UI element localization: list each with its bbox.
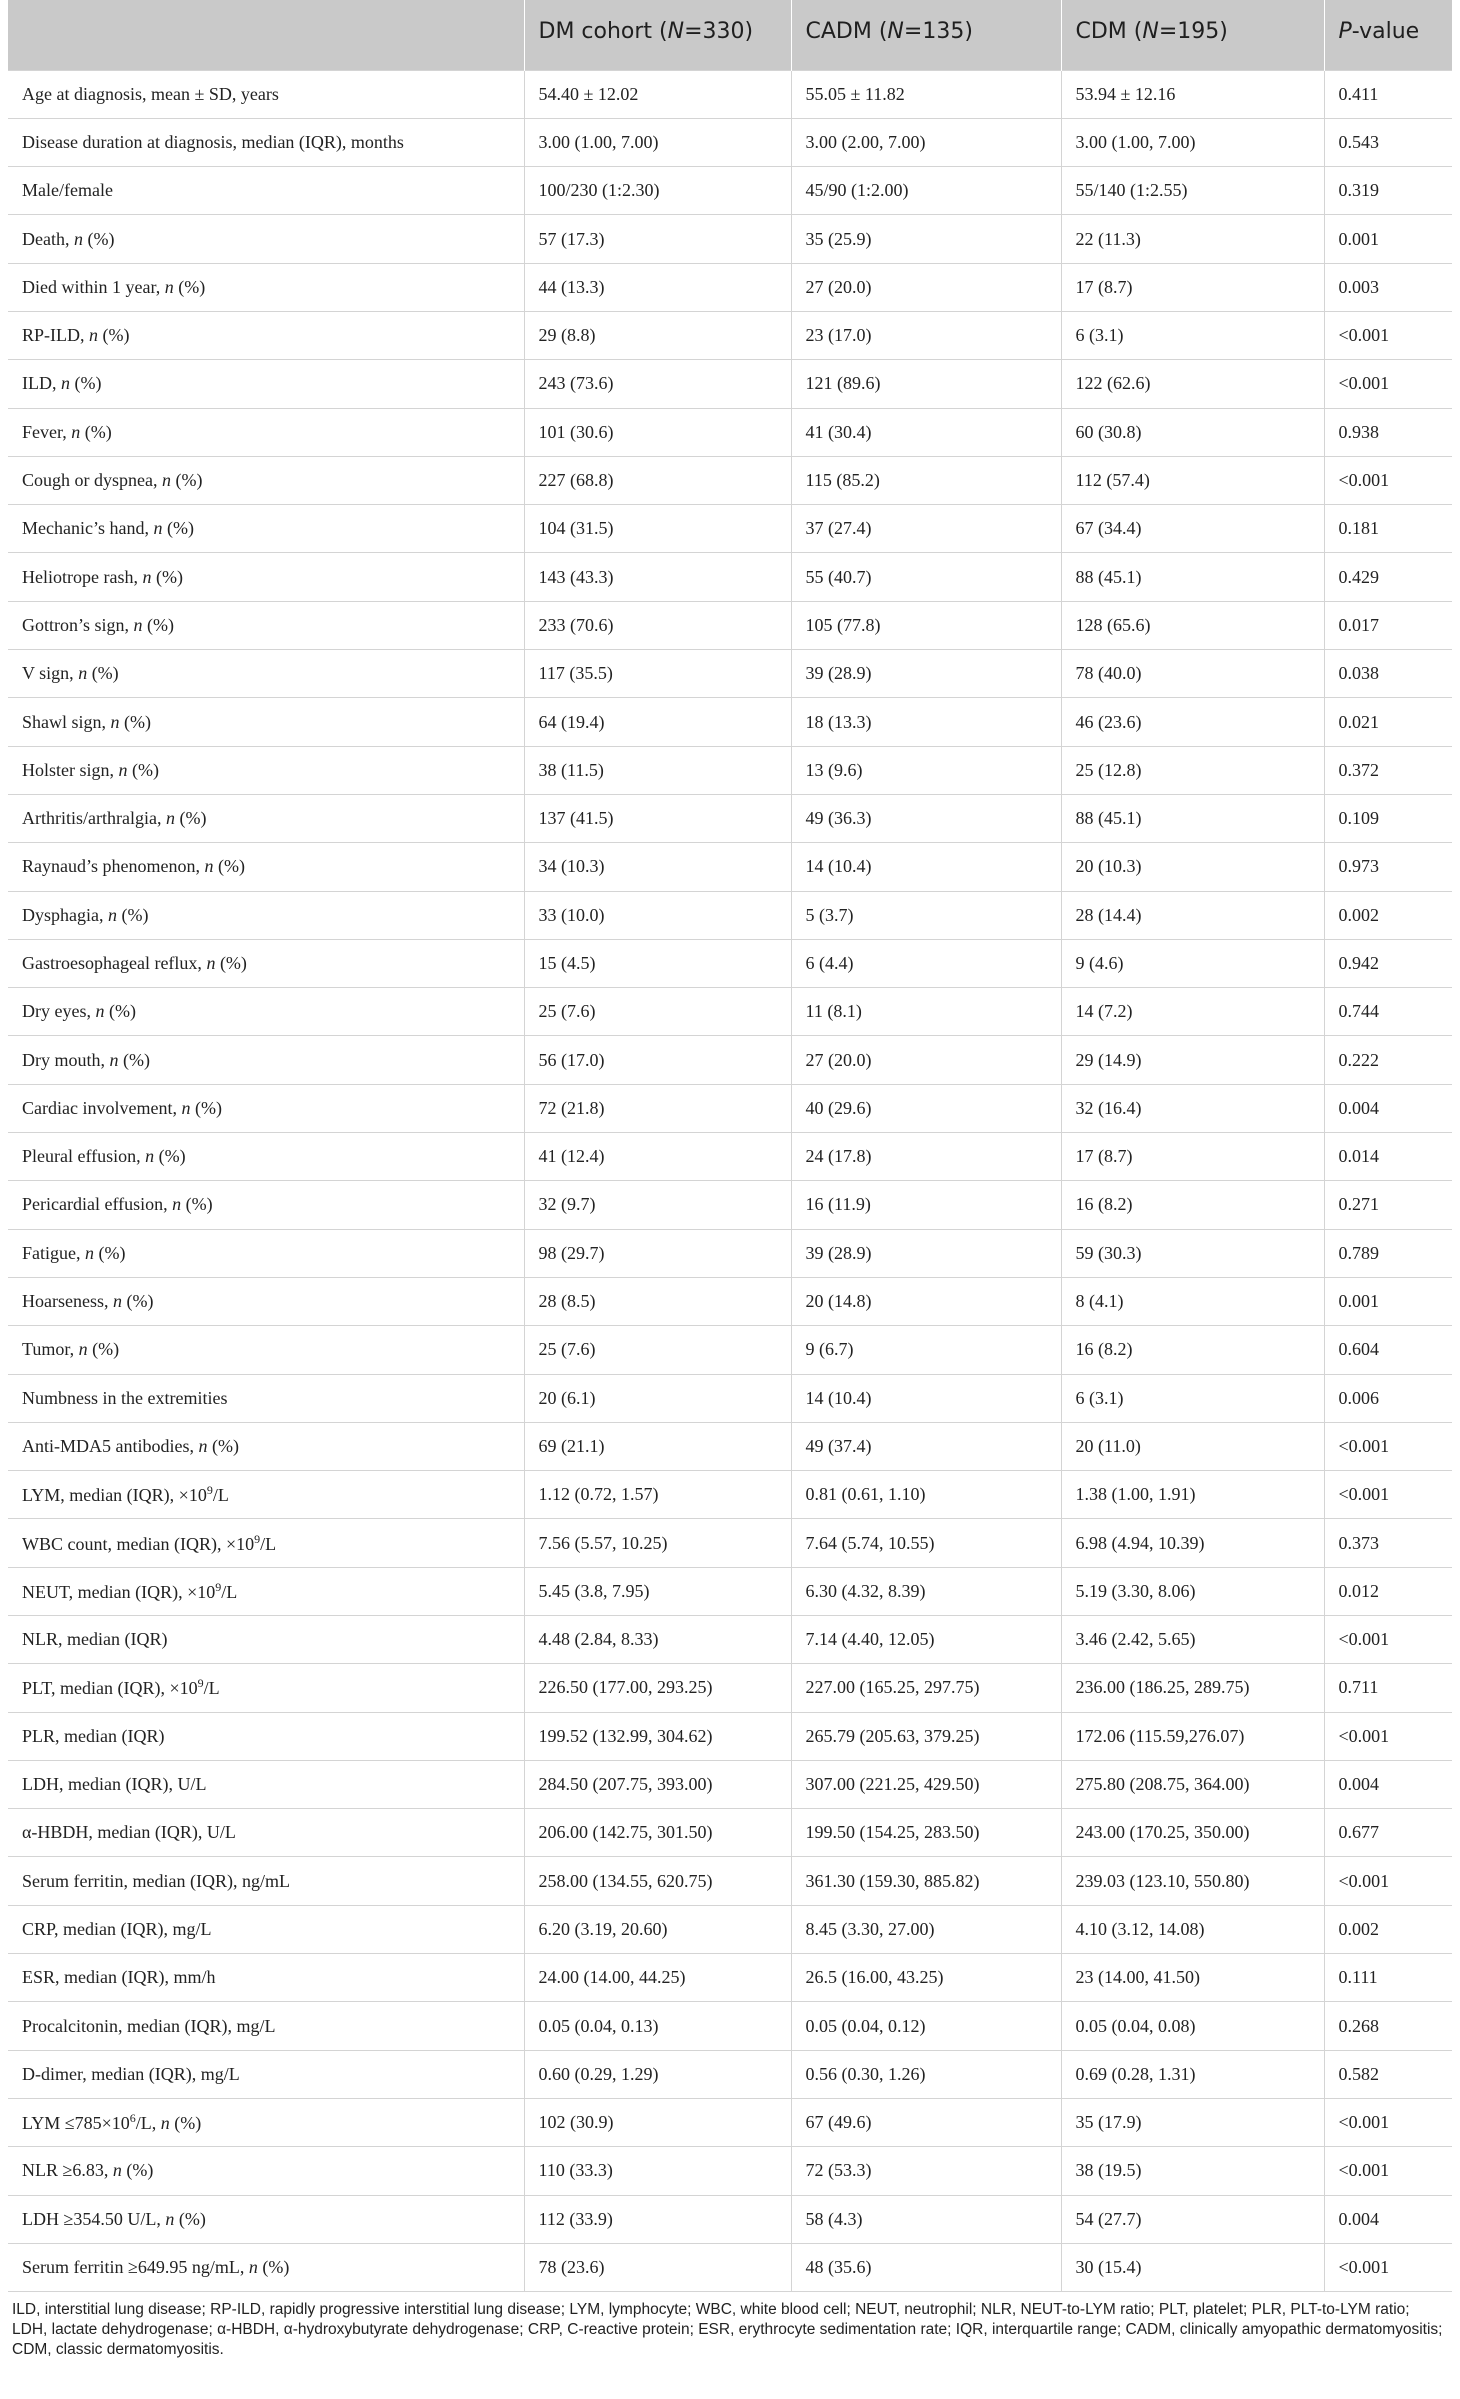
cell-cdm: 4.10 (3.12, 14.08): [1061, 1905, 1324, 1953]
table-row: [8, 263, 1452, 311]
table-row: [8, 311, 1452, 359]
cell-cdm: 8 (4.1): [1061, 1277, 1324, 1325]
table-row: [8, 650, 1452, 698]
cell-cadm: 115 (85.2): [791, 456, 1061, 504]
cell-cadm: 40 (29.6): [791, 1084, 1061, 1132]
header-cdm: CDM (N=195): [1061, 0, 1324, 70]
cell-p-value: <0.001: [1324, 311, 1452, 359]
cell-p-value: 0.938: [1324, 408, 1452, 456]
table-row: [8, 1422, 1452, 1470]
cell-dm-cohort: 32 (9.7): [524, 1181, 791, 1229]
table-row: [8, 939, 1452, 987]
row-label: Dry mouth, n (%): [8, 1036, 524, 1084]
cell-cadm: 7.14 (4.40, 12.05): [791, 1616, 1061, 1664]
cell-dm-cohort: 38 (11.5): [524, 746, 791, 794]
table-row: [8, 456, 1452, 504]
cell-dm-cohort: 102 (30.9): [524, 2098, 791, 2146]
cell-cdm: 17 (8.7): [1061, 263, 1324, 311]
table-row: [8, 601, 1452, 649]
cell-cdm: 88 (45.1): [1061, 794, 1324, 842]
table-row: [8, 988, 1452, 1036]
table-row: [8, 843, 1452, 891]
row-label: NEUT, median (IQR), $\times 10^9/L$: [8, 1567, 524, 1615]
cell-cdm: 28 (14.4): [1061, 891, 1324, 939]
cell-cdm: 60 (30.8): [1061, 408, 1324, 456]
cell-dm-cohort: 0.60 (0.29, 1.29): [524, 2050, 791, 2098]
table-row: [8, 1905, 1452, 1953]
cell-cdm: 38 (19.5): [1061, 2147, 1324, 2195]
cell-cadm: 27 (20.0): [791, 1036, 1061, 1084]
data-table: [8, 0, 1452, 2292]
cell-p-value: 0.109: [1324, 794, 1452, 842]
table-row: [8, 118, 1452, 166]
table-row: [8, 746, 1452, 794]
cell-p-value: 0.222: [1324, 1036, 1452, 1084]
cell-dm-cohort: 33 (10.0): [524, 891, 791, 939]
header-row: [8, 0, 1452, 70]
row-label: Raynaud’s phenomenon, n (%): [8, 843, 524, 891]
cell-cadm: 67 (49.6): [791, 2098, 1061, 2146]
cell-cadm: 8.45 (3.30, 27.00): [791, 1905, 1061, 1953]
cell-cadm: 35 (25.9): [791, 215, 1061, 263]
cell-dm-cohort: 15 (4.5): [524, 939, 791, 987]
cell-cadm: 37 (27.4): [791, 505, 1061, 553]
row-label: NLR, median (IQR): [8, 1616, 524, 1664]
cell-p-value: 0.711: [1324, 1664, 1452, 1712]
cell-dm-cohort: 34 (10.3): [524, 843, 791, 891]
cell-cadm: 0.81 (0.61, 1.10): [791, 1471, 1061, 1519]
row-label: LDH ≥354.50 U/L, n (%): [8, 2195, 524, 2243]
cell-cdm: 78 (40.0): [1061, 650, 1324, 698]
table-row: [8, 1519, 1452, 1567]
cell-cdm: 54 (27.7): [1061, 2195, 1324, 2243]
table-row: [8, 1857, 1452, 1905]
cell-p-value: 0.002: [1324, 891, 1452, 939]
row-label: CRP, median (IQR), mg/L: [8, 1905, 524, 1953]
cell-cadm: 121 (89.6): [791, 360, 1061, 408]
table-row: [8, 360, 1452, 408]
cell-cadm: 0.05 (0.04, 0.12): [791, 2002, 1061, 2050]
cell-cdm: 23 (14.00, 41.50): [1061, 1954, 1324, 2002]
cell-cadm: 49 (37.4): [791, 1422, 1061, 1470]
table-row: [8, 1760, 1452, 1808]
cell-cadm: 41 (30.4): [791, 408, 1061, 456]
cell-p-value: <0.001: [1324, 1422, 1452, 1470]
cell-p-value: 0.181: [1324, 505, 1452, 553]
row-label: Died within 1 year, n (%): [8, 263, 524, 311]
cell-cdm: 128 (65.6): [1061, 601, 1324, 649]
table-row: [8, 2195, 1452, 2243]
cell-p-value: <0.001: [1324, 1712, 1452, 1760]
cell-dm-cohort: 7.56 (5.57, 10.25): [524, 1519, 791, 1567]
cell-dm-cohort: 54.40 ± 12.02: [524, 70, 791, 118]
row-label: Serum ferritin ≥649.95 ng/mL, n (%): [8, 2243, 524, 2291]
cell-p-value: 0.411: [1324, 70, 1452, 118]
table-row: [8, 1084, 1452, 1132]
row-label: ESR, median (IQR), mm/h: [8, 1954, 524, 2002]
cell-cadm: 105 (77.8): [791, 601, 1061, 649]
cell-cdm: 275.80 (208.75, 364.00): [1061, 1760, 1324, 1808]
header-cadm: CADM (N=135): [791, 0, 1061, 70]
cell-cdm: 67 (34.4): [1061, 505, 1324, 553]
cell-cadm: 49 (36.3): [791, 794, 1061, 842]
row-label: Death, n (%): [8, 215, 524, 263]
table-row: [8, 1181, 1452, 1229]
row-label: WBC count, median (IQR), $\times 10^9/L$: [8, 1519, 524, 1567]
cell-cadm: 13 (9.6): [791, 746, 1061, 794]
cell-p-value: 0.038: [1324, 650, 1452, 698]
table-row: [8, 1374, 1452, 1422]
table-row: [8, 505, 1452, 553]
cell-dm-cohort: 258.00 (134.55, 620.75): [524, 1857, 791, 1905]
table-row: [8, 2147, 1452, 2195]
table-row: [8, 1036, 1452, 1084]
cell-cdm: 0.05 (0.04, 0.08): [1061, 2002, 1324, 2050]
cell-cdm: 0.69 (0.28, 1.31): [1061, 2050, 1324, 2098]
cell-p-value: 0.942: [1324, 939, 1452, 987]
cell-p-value: <0.001: [1324, 2243, 1452, 2291]
table-row: [8, 2050, 1452, 2098]
cell-p-value: 0.021: [1324, 698, 1452, 746]
cell-p-value: 0.604: [1324, 1326, 1452, 1374]
cell-dm-cohort: 5.45 (3.8, 7.95): [524, 1567, 791, 1615]
cell-cadm: 55 (40.7): [791, 553, 1061, 601]
cell-cdm: 55/140 (1:2.55): [1061, 167, 1324, 215]
cell-p-value: <0.001: [1324, 1616, 1452, 1664]
row-label: Disease duration at diagnosis, median (IQR), months: [8, 118, 524, 166]
header-dm-cohort: DM cohort (N=330): [524, 0, 791, 70]
cell-dm-cohort: 3.00 (1.00, 7.00): [524, 118, 791, 166]
cell-dm-cohort: 57 (17.3): [524, 215, 791, 263]
cell-cadm: 27 (20.0): [791, 263, 1061, 311]
cell-cadm: 11 (8.1): [791, 988, 1061, 1036]
cell-dm-cohort: 41 (12.4): [524, 1133, 791, 1181]
cell-cdm: 20 (10.3): [1061, 843, 1324, 891]
cell-cadm: 55.05 ± 11.82: [791, 70, 1061, 118]
cell-p-value: 0.373: [1324, 1519, 1452, 1567]
cell-cadm: 39 (28.9): [791, 650, 1061, 698]
row-label: Fatigue, n (%): [8, 1229, 524, 1277]
row-label: D-dimer, median (IQR), mg/L: [8, 2050, 524, 2098]
row-label: V sign, n (%): [8, 650, 524, 698]
cell-p-value: 0.268: [1324, 2002, 1452, 2050]
cell-p-value: 0.001: [1324, 1277, 1452, 1325]
cell-p-value: 0.012: [1324, 1567, 1452, 1615]
cell-p-value: <0.001: [1324, 1471, 1452, 1519]
cell-dm-cohort: 98 (29.7): [524, 1229, 791, 1277]
cell-cdm: 236.00 (186.25, 289.75): [1061, 1664, 1324, 1712]
cell-cdm: 5.19 (3.30, 8.06): [1061, 1567, 1324, 1615]
cell-p-value: 0.002: [1324, 1905, 1452, 1953]
cell-cadm: 23 (17.0): [791, 311, 1061, 359]
cell-dm-cohort: 44 (13.3): [524, 263, 791, 311]
cell-dm-cohort: 4.48 (2.84, 8.33): [524, 1616, 791, 1664]
cell-p-value: 0.004: [1324, 1084, 1452, 1132]
cell-cdm: 1.38 (1.00, 1.91): [1061, 1471, 1324, 1519]
cell-p-value: 0.973: [1324, 843, 1452, 891]
table-row: [8, 794, 1452, 842]
row-label: NLR ≥6.83, n (%): [8, 2147, 524, 2195]
row-label: LYM $\le 785\times 10^6/L$, n (%): [8, 2098, 524, 2146]
cell-cdm: 17 (8.7): [1061, 1133, 1324, 1181]
cell-p-value: 0.004: [1324, 2195, 1452, 2243]
cell-dm-cohort: 101 (30.6): [524, 408, 791, 456]
row-label: Gastroesophageal reflux, n (%): [8, 939, 524, 987]
row-label: Serum ferritin, median (IQR), ng/mL: [8, 1857, 524, 1905]
cell-cadm: 6 (4.4): [791, 939, 1061, 987]
row-label: PLT, median (IQR), $\times 10^9/L$: [8, 1664, 524, 1712]
cell-dm-cohort: 233 (70.6): [524, 601, 791, 649]
row-label: Cardiac involvement, n (%): [8, 1084, 524, 1132]
cell-dm-cohort: 64 (19.4): [524, 698, 791, 746]
row-label: Cough or dyspnea, n (%): [8, 456, 524, 504]
cell-cdm: 243.00 (170.25, 350.00): [1061, 1809, 1324, 1857]
cell-cadm: 9 (6.7): [791, 1326, 1061, 1374]
row-label: Anti-MDA5 antibodies, n (%): [8, 1422, 524, 1470]
cell-cadm: 16 (11.9): [791, 1181, 1061, 1229]
cell-dm-cohort: 243 (73.6): [524, 360, 791, 408]
cell-cadm: 39 (28.9): [791, 1229, 1061, 1277]
cell-cadm: 58 (4.3): [791, 2195, 1061, 2243]
cell-cdm: 16 (8.2): [1061, 1181, 1324, 1229]
cell-cadm: 6.30 (4.32, 8.39): [791, 1567, 1061, 1615]
cell-dm-cohort: 24.00 (14.00, 44.25): [524, 1954, 791, 2002]
cell-dm-cohort: 137 (41.5): [524, 794, 791, 842]
row-label: Holster sign, n (%): [8, 746, 524, 794]
cell-p-value: 0.001: [1324, 215, 1452, 263]
cell-dm-cohort: 227 (68.8): [524, 456, 791, 504]
cell-cadm: 14 (10.4): [791, 843, 1061, 891]
cell-dm-cohort: 206.00 (142.75, 301.50): [524, 1809, 791, 1857]
cell-dm-cohort: 20 (6.1): [524, 1374, 791, 1422]
table-row: [8, 1567, 1452, 1615]
table-row: [8, 1471, 1452, 1519]
cell-p-value: 0.789: [1324, 1229, 1452, 1277]
cell-p-value: 0.003: [1324, 263, 1452, 311]
cell-p-value: 0.111: [1324, 1954, 1452, 2002]
table-row: [8, 1326, 1452, 1374]
cell-cdm: 88 (45.1): [1061, 553, 1324, 601]
row-label: Age at diagnosis, mean ± SD, years: [8, 70, 524, 118]
table-row: [8, 1712, 1452, 1760]
cell-dm-cohort: 143 (43.3): [524, 553, 791, 601]
table-row: [8, 408, 1452, 456]
row-label: LDH, median (IQR), U/L: [8, 1760, 524, 1808]
cell-cadm: 7.64 (5.74, 10.55): [791, 1519, 1061, 1567]
table-row: [8, 891, 1452, 939]
row-label: Dysphagia, n (%): [8, 891, 524, 939]
row-label: Mechanic’s hand, n (%): [8, 505, 524, 553]
row-label: Fever, n (%): [8, 408, 524, 456]
table-row: [8, 1809, 1452, 1857]
cell-dm-cohort: 117 (35.5): [524, 650, 791, 698]
cell-cdm: 6 (3.1): [1061, 311, 1324, 359]
table-row: [8, 70, 1452, 118]
table-row: [8, 1133, 1452, 1181]
cell-dm-cohort: 25 (7.6): [524, 1326, 791, 1374]
cell-p-value: 0.004: [1324, 1760, 1452, 1808]
cell-cdm: 3.00 (1.00, 7.00): [1061, 118, 1324, 166]
cell-p-value: <0.001: [1324, 1857, 1452, 1905]
row-label: Arthritis/arthralgia, n (%): [8, 794, 524, 842]
cell-cdm: 9 (4.6): [1061, 939, 1324, 987]
cell-cdm: 122 (62.6): [1061, 360, 1324, 408]
cell-cadm: 72 (53.3): [791, 2147, 1061, 2195]
table-row: [8, 1616, 1452, 1664]
cell-dm-cohort: 72 (21.8): [524, 1084, 791, 1132]
cell-cdm: 172.06 (115.59,276.07): [1061, 1712, 1324, 1760]
cell-dm-cohort: 112 (33.9): [524, 2195, 791, 2243]
table-row: [8, 2243, 1452, 2291]
table-row: [8, 698, 1452, 746]
cell-dm-cohort: 110 (33.3): [524, 2147, 791, 2195]
cell-cadm: 265.79 (205.63, 379.25): [791, 1712, 1061, 1760]
row-label: RP-ILD, n (%): [8, 311, 524, 359]
cell-cadm: 20 (14.8): [791, 1277, 1061, 1325]
cell-p-value: 0.372: [1324, 746, 1452, 794]
footnote: ILD, interstitial lung disease; RP-ILD, rapidly progressive interstitial lung disease; LYM, lymphocyte; WBC, white blood cell; NEUT, neutrophil; NLR, NEUT-to-LYM ratio; PLT, platelet; PLR, PLT-to-LYM ratio; LDH, lactate dehydrogenase; α-HBDH, α-hydroxybutyrate dehydrogenase; CRP, C-reactive protein; ESR, erythrocyte sedimentation rate; IQR, interquartile range; CADM, clinically amyopathic dermatomyositis; CDM, classic dermatomyositis.: [12, 2301, 1443, 2359]
cell-p-value: 0.014: [1324, 1133, 1452, 1181]
table-row: [8, 553, 1452, 601]
row-label: Shawl sign, n (%): [8, 698, 524, 746]
row-label: Numbness in the extremities: [8, 1374, 524, 1422]
table-body: [8, 70, 1452, 2292]
row-label: Hoarseness, n (%): [8, 1277, 524, 1325]
cell-p-value: 0.271: [1324, 1181, 1452, 1229]
table-header: [8, 0, 1452, 70]
cell-cadm: 26.5 (16.00, 43.25): [791, 1954, 1061, 2002]
table-row: [8, 1277, 1452, 1325]
table-container: [8, 0, 1452, 2360]
cell-p-value: 0.582: [1324, 2050, 1452, 2098]
cell-dm-cohort: 25 (7.6): [524, 988, 791, 1036]
row-label: ILD, n (%): [8, 360, 524, 408]
cell-dm-cohort: 284.50 (207.75, 393.00): [524, 1760, 791, 1808]
cell-cdm: 22 (11.3): [1061, 215, 1324, 263]
cell-dm-cohort: 6.20 (3.19, 20.60): [524, 1905, 791, 1953]
table-row: [8, 1954, 1452, 2002]
cell-cdm: 20 (11.0): [1061, 1422, 1324, 1470]
cell-cdm: 14 (7.2): [1061, 988, 1324, 1036]
table-row: [8, 1664, 1452, 1712]
cell-p-value: <0.001: [1324, 360, 1452, 408]
cell-cdm: 46 (23.6): [1061, 698, 1324, 746]
cell-cdm: 239.03 (123.10, 550.80): [1061, 1857, 1324, 1905]
row-label: Male/female: [8, 167, 524, 215]
cell-cadm: 227.00 (165.25, 297.75): [791, 1664, 1061, 1712]
cell-dm-cohort: 56 (17.0): [524, 1036, 791, 1084]
row-label: LYM, median (IQR), $\times 10^9/L$: [8, 1471, 524, 1519]
cell-dm-cohort: 199.52 (132.99, 304.62): [524, 1712, 791, 1760]
cell-cadm: 48 (35.6): [791, 2243, 1061, 2291]
row-label: Tumor, n (%): [8, 1326, 524, 1374]
cell-cadm: 14 (10.4): [791, 1374, 1061, 1422]
cell-p-value: 0.319: [1324, 167, 1452, 215]
cell-p-value: <0.001: [1324, 456, 1452, 504]
header-variable: [8, 0, 524, 70]
table-row: [8, 2098, 1452, 2146]
cell-dm-cohort: 1.12 (0.72, 1.57): [524, 1471, 791, 1519]
cell-cadm: 5 (3.7): [791, 891, 1061, 939]
cell-cdm: 35 (17.9): [1061, 2098, 1324, 2146]
cell-dm-cohort: 29 (8.8): [524, 311, 791, 359]
row-label: Pericardial effusion, n (%): [8, 1181, 524, 1229]
cell-cadm: 307.00 (221.25, 429.50): [791, 1760, 1061, 1808]
cell-dm-cohort: 104 (31.5): [524, 505, 791, 553]
row-label: Procalcitonin, median (IQR), mg/L: [8, 2002, 524, 2050]
cell-cadm: 0.56 (0.30, 1.26): [791, 2050, 1061, 2098]
cell-cadm: 3.00 (2.00, 7.00): [791, 118, 1061, 166]
cell-dm-cohort: 100/230 (1:2.30): [524, 167, 791, 215]
cell-p-value: 0.017: [1324, 601, 1452, 649]
row-label: PLR, median (IQR): [8, 1712, 524, 1760]
cell-cdm: 3.46 (2.42, 5.65): [1061, 1616, 1324, 1664]
row-label: Gottron’s sign, n (%): [8, 601, 524, 649]
row-label: Dry eyes, n (%): [8, 988, 524, 1036]
cell-dm-cohort: 0.05 (0.04, 0.13): [524, 2002, 791, 2050]
cell-p-value: 0.677: [1324, 1809, 1452, 1857]
cell-dm-cohort: 78 (23.6): [524, 2243, 791, 2291]
cell-p-value: 0.429: [1324, 553, 1452, 601]
row-label: Pleural effusion, n (%): [8, 1133, 524, 1181]
cell-cdm: 112 (57.4): [1061, 456, 1324, 504]
cell-cdm: 29 (14.9): [1061, 1036, 1324, 1084]
cell-cadm: 199.50 (154.25, 283.50): [791, 1809, 1061, 1857]
cell-dm-cohort: 69 (21.1): [524, 1422, 791, 1470]
table-row: [8, 167, 1452, 215]
table-row: [8, 2002, 1452, 2050]
cell-cadm: 18 (13.3): [791, 698, 1061, 746]
table-row: [8, 1229, 1452, 1277]
cell-cadm: 45/90 (1:2.00): [791, 167, 1061, 215]
cell-cadm: 24 (17.8): [791, 1133, 1061, 1181]
row-label: α-HBDH, median (IQR), U/L: [8, 1809, 524, 1857]
header-p-value: P-value: [1324, 0, 1452, 70]
cell-cdm: 30 (15.4): [1061, 2243, 1324, 2291]
cell-cdm: 6 (3.1): [1061, 1374, 1324, 1422]
cell-cdm: 25 (12.8): [1061, 746, 1324, 794]
cell-p-value: 0.744: [1324, 988, 1452, 1036]
cell-cdm: 53.94 ± 12.16: [1061, 70, 1324, 118]
cell-dm-cohort: 226.50 (177.00, 293.25): [524, 1664, 791, 1712]
row-label: Heliotrope rash, n (%): [8, 553, 524, 601]
table-row: [8, 215, 1452, 263]
cell-cdm: 59 (30.3): [1061, 1229, 1324, 1277]
cell-cdm: 6.98 (4.94, 10.39): [1061, 1519, 1324, 1567]
cell-cdm: 32 (16.4): [1061, 1084, 1324, 1132]
cell-dm-cohort: 28 (8.5): [524, 1277, 791, 1325]
cell-p-value: 0.543: [1324, 118, 1452, 166]
cell-cadm: 361.30 (159.30, 885.82): [791, 1857, 1061, 1905]
cell-p-value: 0.006: [1324, 1374, 1452, 1422]
cell-cdm: 16 (8.2): [1061, 1326, 1324, 1374]
cell-p-value: <0.001: [1324, 2098, 1452, 2146]
cell-p-value: <0.001: [1324, 2147, 1452, 2195]
